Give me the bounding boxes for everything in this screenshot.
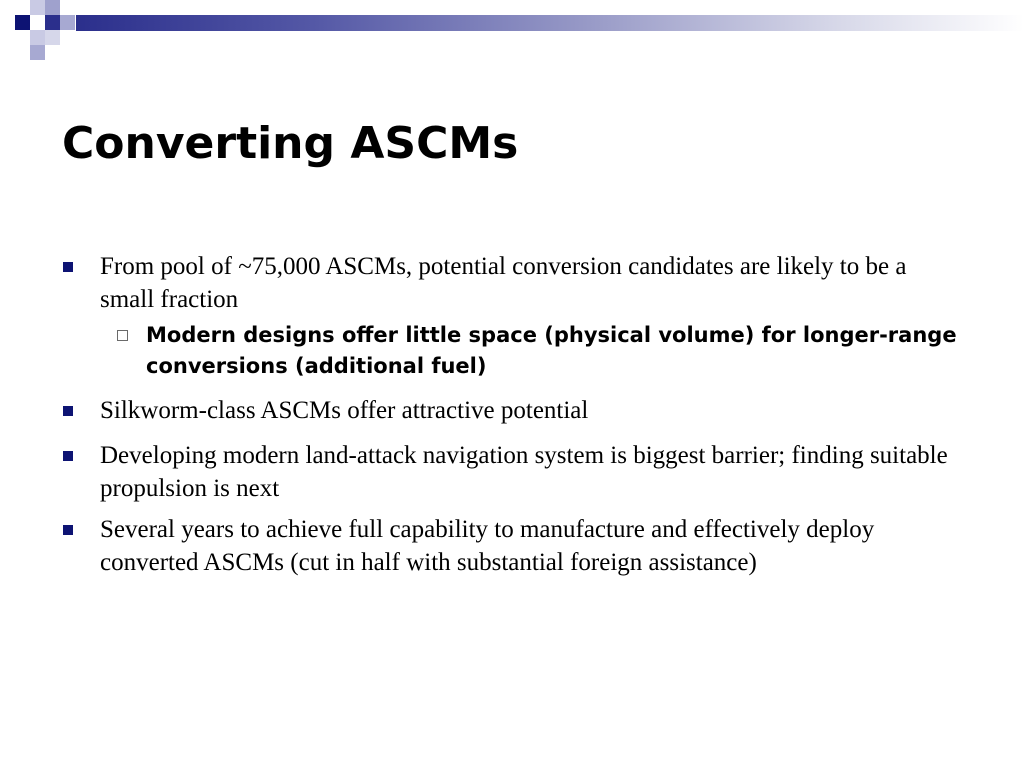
bullet-item <box>62 250 962 316</box>
filled-square-icon <box>63 262 73 272</box>
sub-bullet-text: Modern designs offer little space (physical volume) for longer-range conversions (additional fuel) <box>146 323 957 378</box>
bullet-list <box>62 250 962 579</box>
bullet-text: Several years to achieve full capability to manufacture and effectively deploy converted ASCMs (cut in half with substantial foreign assistance) <box>100 516 875 576</box>
bullet-text: From pool of ~75,000 ASCMs, potential conversion candidates are likely to be a small fraction <box>100 253 907 313</box>
decor-square-light <box>30 0 45 15</box>
slide-title: Converting ASCMs <box>62 118 519 169</box>
decor-square-dark <box>15 15 30 30</box>
bullet-item <box>62 439 962 505</box>
decor-square-light <box>45 30 60 45</box>
bullet-text: Developing modern land-attack navigation system is biggest barrier; finding suitable propulsion is next <box>100 442 948 502</box>
bullet-item <box>62 394 962 427</box>
decor-square-dark <box>45 15 60 30</box>
filled-square-icon <box>63 406 73 416</box>
hollow-square-icon <box>117 330 128 341</box>
sub-bullet-item <box>62 320 962 382</box>
decor-square-light <box>30 30 45 45</box>
header-gradient-bar <box>76 15 1024 31</box>
bullet-text: Silkworm-class ASCMs offer attractive potential <box>100 397 589 424</box>
decor-square-light <box>30 45 45 60</box>
bullet-item <box>62 513 962 579</box>
decor-square-light <box>60 15 75 30</box>
filled-square-icon <box>63 525 73 535</box>
decor-square-light <box>45 0 60 15</box>
filled-square-icon <box>63 451 73 461</box>
